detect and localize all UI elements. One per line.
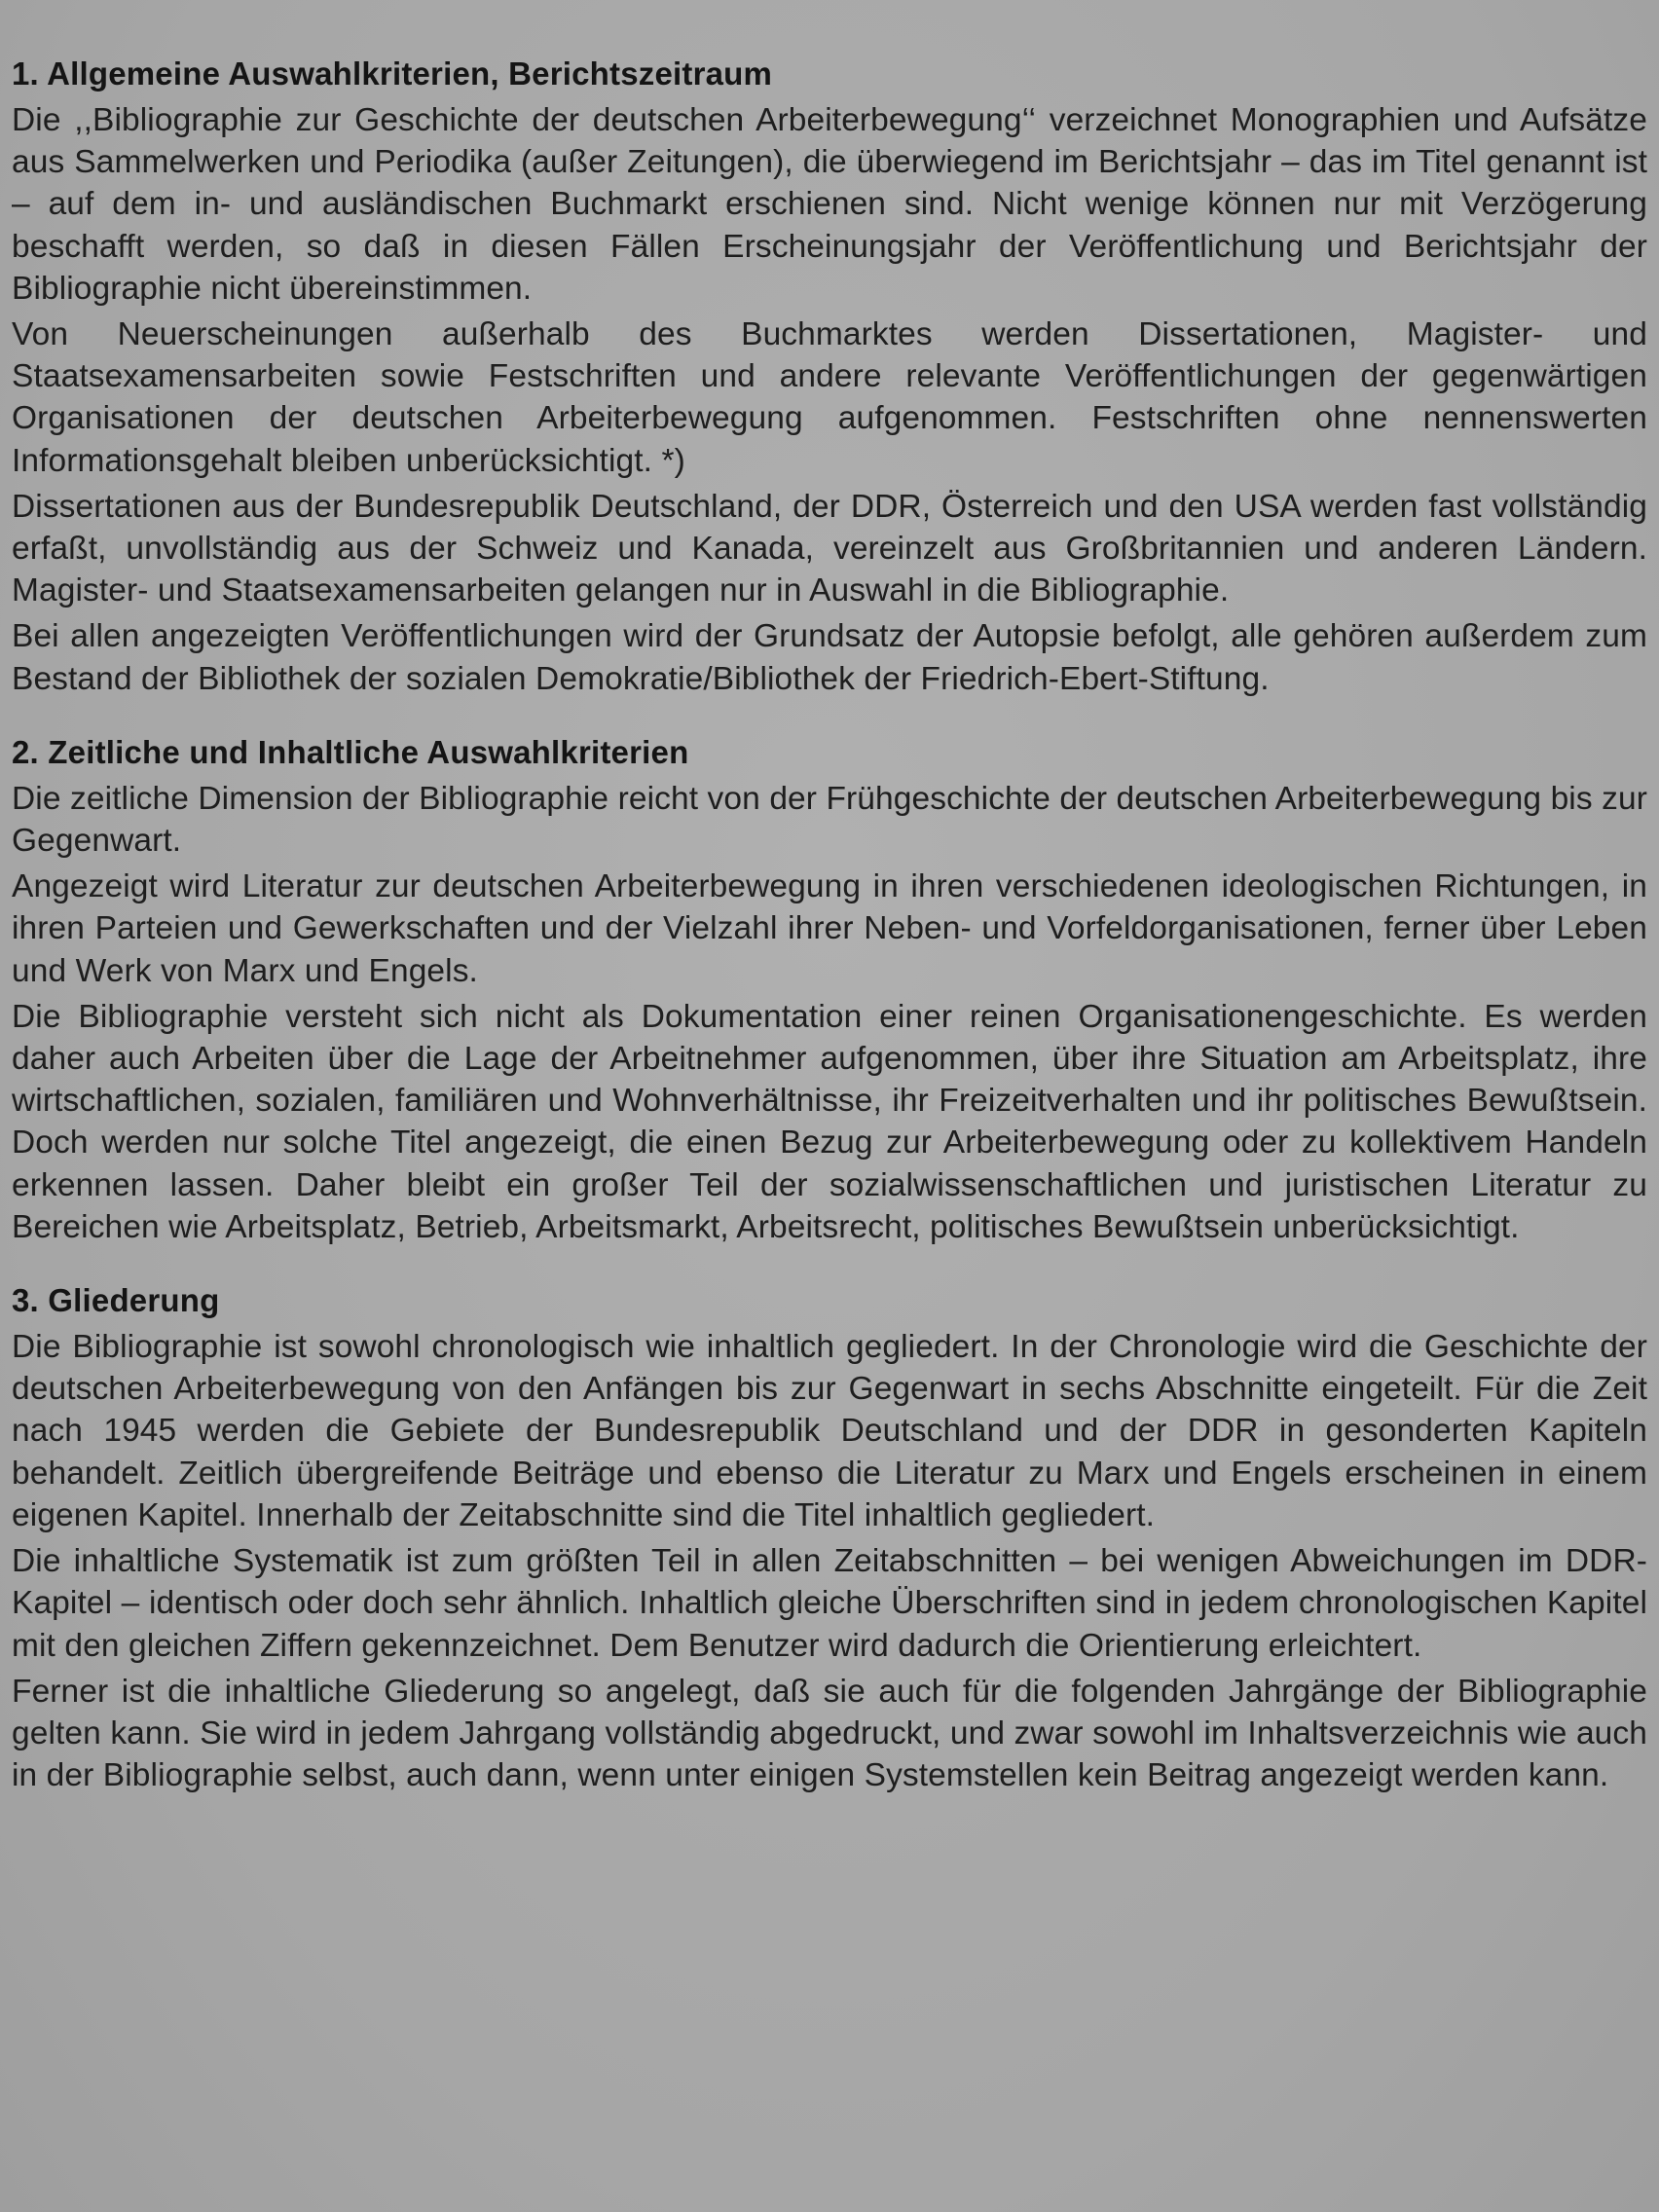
paragraph: Die ,,Bibliographie zur Geschichte der deutschen Arbeiterbewegung‘‘ verzeichnet Monographien und Aufsätze aus Sammelwerken und Periodika (außer Zeitungen), die überwiegend im Berichtsjahr – das im Titel genannt ist – auf dem in- und ausländischen Buchmarkt erschienen sind. Nicht wenige können nur mit Verzögerung beschafft werden, so daß in diesen Fällen Erscheinungsjahr der Veröffentlichung und Berichtsjahr der Bibliographie nicht übereinstimmen. [12,102,1647,307]
paragraph: Bei allen angezeigten Veröffentlichungen wird der Grundsatz der Autopsie befolgt, alle gehören außerdem zum Bestand der Bibliothek der sozialen Demokratie/Bibliothek der Friedrich-Ebert-Stiftung. [12,618,1647,697]
section-heading: 3. Gliederung [12,1282,220,1319]
paragraph: Von Neuerscheinungen außerhalb des Buchmarktes werden Dissertationen, Magister- und Staatsexamensarbeiten sowie Festschriften und andere relevante Veröffentlichungen der gegenwärtigen Organisationen der deutschen Arbeiterbewegung aufgenommen. Festschriften ohne nennenswerten Informationsgehalt bleiben unberücksichtigt. *) [12,316,1647,479]
paragraph: Die Bibliographie versteht sich nicht als Dokumentation einer reinen Organisationengeschichte. Es werden daher auch Arbeiten über die Lage der Arbeitnehmer aufgenommen, über ihre Situation am Arbeitsplatz, ihre wirtschaftlichen, sozialen, familiären und Wohnverhältnisse, ihr Freizeitverhalten und ihr politisches Bewußtsein. Doch werden nur solche Titel angezeigt, die einen Bezug zur Arbeiterbewegung oder zu kollektivem Handeln erkennen lassen. Daher bleibt ein großer Teil der sozialwissenschaftlichen und juristischen Literatur zu Bereichen wie Arbeitsplatz, Betrieb, Arbeitsmarkt, Arbeitsrecht, politisches Bewußtsein unberücksichtigt. [12,998,1647,1245]
section-general-criteria [12,53,1647,700]
section-heading: 1. Allgemeine Auswahlkriterien, Berichtszeitraum [12,55,773,92]
paragraph: Angezeigt wird Literatur zur deutschen Arbeiterbewegung in ihren verschiedenen ideologischen Richtungen, in ihren Parteien und Gewerkschaften und der Vielzahl ihrer Neben- und Vorfeldorganisationen, ferner über Leben und Werk von Marx und Engels. [12,868,1647,989]
paragraph: Die inhaltliche Systematik ist zum größten Teil in allen Zeitabschnitten – bei wenigen Abweichungen im DDR-Kapitel – identisch oder doch sehr ähnlich. Inhaltlich gleiche Überschriften sind in jedem chronologischen Kapitel mit den gleichen Ziffern gekennzeichnet. Dem Benutzer wird dadurch die Orientierung erleichtert. [12,1543,1647,1664]
paragraph: Die zeitliche Dimension der Bibliographie reicht von der Frühgeschichte der deutschen Arbeiterbewegung bis zur Gegenwart. [12,780,1647,860]
paragraph: Dissertationen aus der Bundesrepublik Deutschland, der DDR, Österreich und den USA werden fast vollständig erfaßt, unvollständig aus der Schweiz und Kanada, vereinzelt aus Großbritannien und anderen Ländern. Magister- und Staatsexamensarbeiten gelangen nur in Auswahl in die Bibliographie. [12,488,1647,609]
paragraph: Ferner ist die inhaltliche Gliederung so angelegt, daß sie auch für die folgenden Jahrgänge der Bibliographie gelten kann. Sie wird in jedem Jahrgang vollständig abgedruckt, und zwar sowohl im Inhaltsverzeichnis wie auch in der Bibliographie selbst, auch dann, wenn unter einigen Systemstellen kein Beitrag angezeigt werden kann. [12,1673,1647,1794]
document-page [12,53,1647,1827]
paragraph: Die Bibliographie ist sowohl chronologisch wie inhaltlich gegliedert. In der Chronologie wird die Geschichte der deutschen Arbeiterbewegung von den Anfängen bis zur Gegenwart in sechs Abschnitte eingeteilt. Für die Zeit nach 1945 werden die Gebiete der Bundesrepublik Deutschland und der DDR in gesonderten Kapiteln behandelt. Zeitlich übergreifende Beiträge und ebenso die Literatur zu Marx und Engels erscheinen in einem eigenen Kapitel. Innerhalb der Zeitabschnitte sind die Titel inhaltlich gegliedert. [12,1329,1647,1533]
section-heading: 2. Zeitliche und Inhaltliche Auswahlkriterien [12,733,689,770]
section-temporal-content-criteria [12,731,1647,1248]
section-structure [12,1279,1647,1796]
